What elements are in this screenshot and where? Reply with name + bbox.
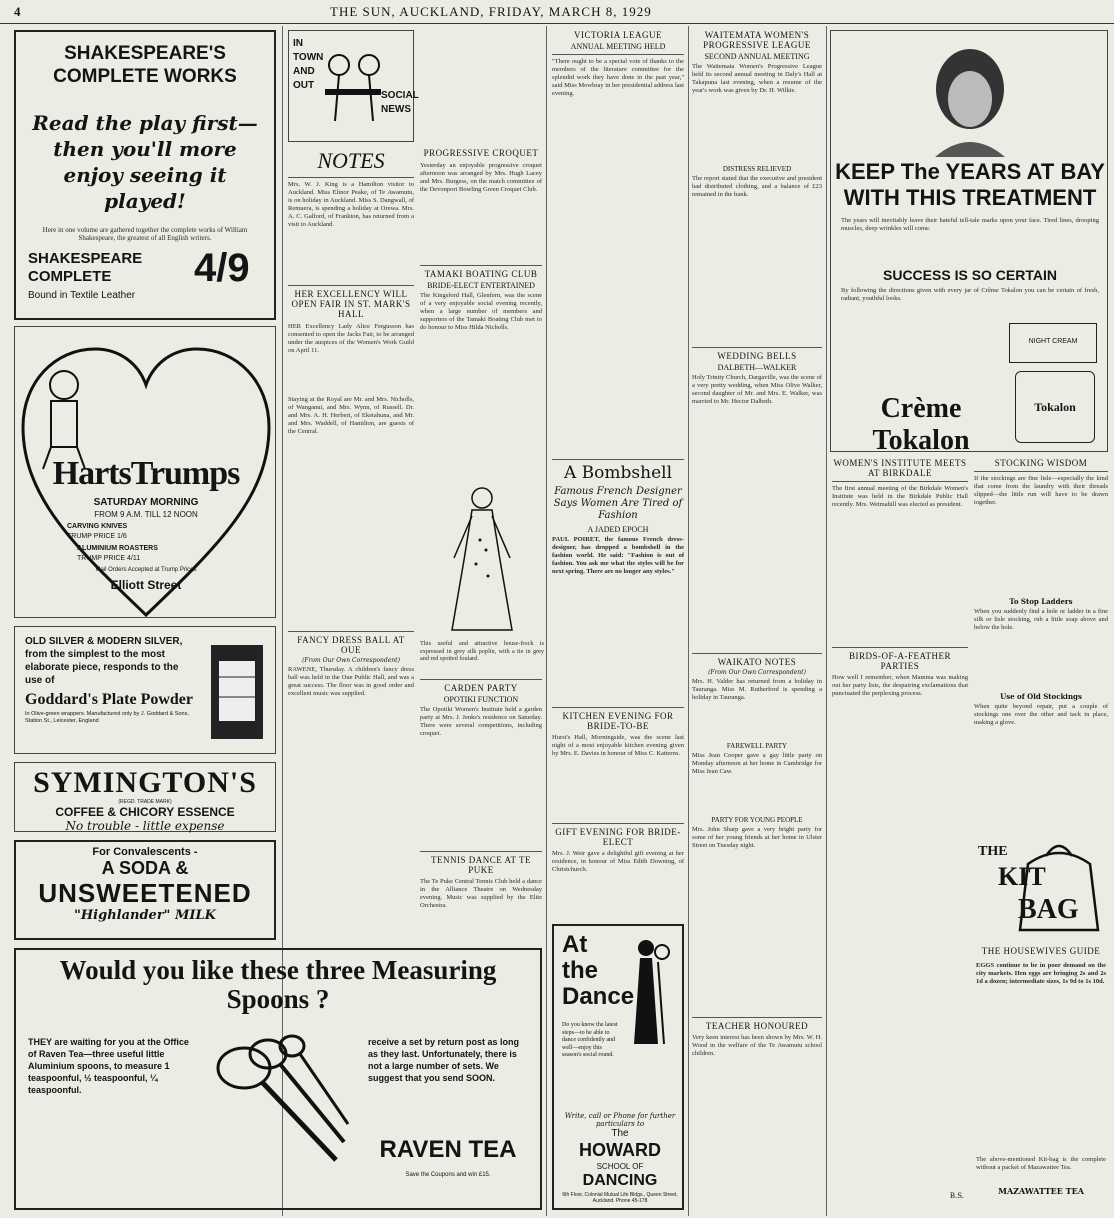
carden-section	[420, 676, 542, 846]
divider	[288, 177, 414, 178]
kitchen-section	[552, 704, 684, 816]
raven-tea-ad	[14, 948, 542, 1210]
tamaki-heading: TAMAKI BOATING CLUB	[424, 269, 538, 279]
column-rule	[688, 26, 689, 1216]
symington-product: COFFEE & CHICORY ESSENCE	[55, 805, 235, 819]
raven-footer: Save the Coupons and win £15.	[405, 1172, 491, 1178]
waikato-heading: WAIKATO NOTES	[717, 657, 797, 667]
gift-heading: GIFT EVENING FOR BRIDE-ELECT	[555, 827, 681, 847]
excellency-heading: HER EXCELLENCY WILL OPEN FAIR IN ST. MARK'S HALL	[291, 289, 411, 319]
bombshell-text: PAUL POIRET, the famous French dress-designer, has dropped a bombshell in the fashion world. He said: "Fashion is out of fashion. You ask me what the styles will be for next spring. There are no longer any styles."	[552, 536, 684, 575]
raven-body: THEY are waiting for you at the Office of Raven Tea—three useful little Aluminium spoons, to measure 1 teaspoonful, ½ teaspoonful, ¼ teaspoonful.	[28, 1037, 189, 1095]
fashion-caption: This useful and attractive house-frock is expressed in grey silk poplin, with a tie in grey and red spotted foulard.	[420, 640, 544, 662]
symington-ad	[14, 762, 276, 832]
wedding-heading: WEDDING BELLS	[717, 351, 797, 361]
kitbag-text: EGGS continue to be in poor demand on the city markets. Hen eggs are bringing 2s and 2s 1d a dozen; intermediate sizes, 1s 9d to 1s 10d.	[976, 962, 1106, 985]
column-rule	[826, 26, 827, 1216]
carden-subheading: OPOTIKI FUNCTION	[443, 695, 519, 704]
harts-brand: HartsTrumps	[52, 455, 240, 492]
waikato-text: Mrs. H. Valder has returned from a holiday in Tauranga. Miss M. Rutherford is spending a holiday in Tauranga.	[692, 678, 822, 701]
kitbag-ad-text: The above-mentioned Kit-bag is the complete without a packet of Mazawattee Tea.	[976, 1156, 1106, 1171]
harts-item1-price: TRUMP PRICE 1/6	[67, 533, 127, 540]
wedding-section	[692, 344, 822, 644]
distress-text: The report stated that the executive and president had distributed clothing, and a balance of £23 remained in the bank.	[692, 175, 822, 198]
banner-right: SOCIAL NEWS	[381, 90, 419, 115]
divider	[288, 631, 414, 632]
divider	[832, 481, 968, 482]
waitemata-subheading: SECOND ANNUAL MEETING	[704, 52, 810, 61]
farewell-text: Miss Jean Cooper gave a gay little party on Monday afternoon at her home in Cambridge for Miss Jean Caw.	[692, 752, 822, 775]
banner-left: IN TOWN AND OUT	[293, 38, 324, 91]
kitbag-brand-line1: THE	[978, 844, 1008, 859]
waitemata-heading: WAITEMATA WOMEN'S PROGRESSIVE LEAGUE	[703, 30, 811, 50]
shakespeare-body: Here in one volume are gathered together the complete works of William Shakespeare, the greatest of all English writers.	[42, 226, 248, 242]
fashion-illustration	[420, 480, 544, 668]
shakespeare-ad	[14, 30, 276, 320]
waitemata-text: The Waitemata Women's Progressive League held its second annual meeting in Daly's Hall at Takapuna last evening, when a resume of the year's work was given by Dr. H. Wilkie.	[692, 63, 822, 94]
divider	[420, 265, 542, 266]
harts-street: Elliott Street	[110, 578, 182, 592]
howard-dance-ad	[552, 924, 684, 1210]
carden-heading: CARDEN PARTY	[444, 683, 518, 693]
wedding-text: Holy Trinity Church, Dargaville, was the scene of a very pretty wedding, when Miss Olive Walker, second daughter of Mr. and Mrs. E. Walker, was married to Mr. Hector Dalbeth.	[692, 374, 822, 405]
teacher-heading: TEACHER HONOURED	[705, 1021, 809, 1031]
staying-section	[288, 396, 414, 622]
harts-item2: ALUMINIUM ROASTERS	[77, 545, 158, 552]
tennis-text: The Te Puke Central Tennis Club held a dance in the Alliance Theatre on Wednesday evening. Music was supplied by the Elite Orchestra.	[420, 878, 542, 909]
croquet-section	[420, 148, 542, 258]
birds-sign: B.S.	[949, 1192, 964, 1200]
divider	[552, 54, 684, 55]
fancy-text: RAWENE, Thursday. A children's fancy dress ball was held in the Oue Public Hall, and was a great success. The floor was in good order and excellent music was supplied.	[288, 666, 414, 697]
goddard-ad	[14, 626, 276, 754]
divider	[288, 285, 414, 286]
tamaki-text: The Kingsford Hall, Glenfern, was the scene of a very enjoyable social evening recently, when a large number of members and supporters of the Tamaki Boating Club met to do honour to Miss Hilda Nicholls.	[420, 292, 542, 331]
divider	[832, 647, 968, 648]
harts-orders: Mail Orders Accepted at Trump Prices	[95, 567, 197, 573]
ladders-text: When you suddenly find a hole or ladder in a fine silk or lisle stocking, rub a little soap above and below the hole.	[974, 608, 1108, 631]
womens-institute-heading: WOMEN'S INSTITUTE MEETS AT BIRKDALE	[833, 458, 967, 478]
waikato-source: (From Our Own Correspondent)	[708, 669, 806, 676]
plate-powder-tin-icon	[205, 637, 269, 745]
shakespeare-price: 4/9	[194, 246, 250, 290]
dress-figure-icon	[420, 480, 544, 636]
carden-text: The Opotiki Women's Institute held a garden party at Mrs. J. Jenks's residence on Saturday. There were several competitions, including croquet.	[420, 706, 542, 737]
birds-section	[832, 644, 968, 1210]
tokalon-body2: By following the directions given with every jar of Crême Tokalon you can be certain of fresh, radiant, youthful looks.	[841, 287, 1099, 302]
old-stockings-text: When quite beyond repair, put a couple of stockings one over the other and tack in place, making a glove.	[974, 703, 1108, 726]
dance-brand-top: The	[611, 1128, 629, 1139]
highlander-line4: "Highlander" MILK	[74, 908, 216, 923]
masthead-title: THE SUN, AUCKLAND, FRIDAY, MARCH 8, 1929	[330, 4, 652, 19]
goddard-small: In Olive-green wrappers. Manufactured only by J. Goddard & Sons, Station St., Leicester, England	[25, 711, 189, 724]
kitbag-ad-brand: MAZAWATTEE TEA	[998, 1186, 1084, 1196]
highlander-line3: UNSWEETENED	[38, 878, 252, 908]
birds-heading: BIRDS-OF-A-FEATHER PARTIES	[848, 651, 951, 671]
womens-institute-text: The first annual meeting of the Birkdale Women's Institute was held in the Birkdale Public Hall recently. Mrs. Wetmahill was elected as president.	[832, 485, 968, 508]
bombshell-subheading: A JADED EPOCH	[587, 525, 649, 534]
fancy-source: (From Our Own Correspondent)	[302, 657, 400, 664]
shakespeare-subhead: SHAKESPEARE COMPLETE	[28, 250, 143, 285]
tennis-heading: TENNIS DANCE AT TE PUKE	[431, 855, 531, 875]
harts-day: SATURDAY MORNING	[93, 497, 199, 508]
victoria-text: "There ought to be a special vote of thanks to the members of the literature committee for the splendid work they have done in the past year," said Miss Mowbray in her presidential address last evening.	[552, 58, 684, 97]
shakespeare-binding: Bound in Textile Leather	[28, 290, 136, 301]
tokalon-body: The years will inevitably leave their hateful tell-tale marks upon your face. Tired lines, drooping muscles, deep wrinkles will come.	[841, 217, 1099, 232]
kitbag-brand-line2: KIT	[998, 862, 1046, 891]
excellency-text: HER Excellency Lady Alice Fergusson has consented to open the Jacks Fair, to be arranged under the auspices of the Women's Work Guild on April 11.	[288, 323, 414, 354]
croquet-text: Yesterday an enjoyable progressive croquet afternoon was arranged by Mrs. Hugh Lacey and Mrs. Burgess, on the match committee of the Devonport Bowling Green Croquet Club.	[420, 162, 542, 193]
goddard-brand: Goddard's Plate Powder	[25, 691, 193, 708]
raven-offer: receive a set by return post as long as they last. Unfortunately, there is not a large number of sets. We suggest that you send SOON.	[368, 1037, 520, 1083]
teacher-section	[692, 1014, 822, 1210]
divider	[692, 347, 822, 348]
notes-section	[288, 148, 414, 276]
highlander-line1: For Convalescents -	[92, 846, 198, 858]
croquet-heading: PROGRESSIVE CROQUET	[423, 148, 539, 158]
tamaki-subheading: BRIDE-ELECT ENTERTAINED	[427, 281, 535, 290]
tennis-section	[420, 848, 542, 944]
victoria-subheading: ANNUAL MEETING HELD	[570, 42, 666, 51]
waitemata-section	[692, 30, 822, 340]
fancy-dress-section	[288, 628, 414, 942]
divider	[552, 459, 684, 460]
notes-text: Mrs. W. J. King is a Hamilton visitor to Auckland. Miss Elinor Peake, of Te Awamutu, is on holiday in Auckland. Miss S. Dangwall, of Remuera, is spending a holiday at Orewa. Mrs. A. C. Galford, of Frankton, has returned from a visit to Auckland.	[288, 181, 414, 228]
tokalon-jar: Tokalon	[1015, 371, 1095, 443]
old-stockings-heading: Use of Old Stockings	[1000, 692, 1082, 701]
kitbag-brand-line3: BAG	[1018, 894, 1079, 925]
divider	[420, 679, 542, 680]
divider	[692, 653, 822, 654]
kitchen-heading: KITCHEN EVENING FOR BRIDE-TO-BE	[562, 711, 674, 731]
victoria-heading: VICTORIA LEAGUE	[573, 30, 663, 40]
birds-text: How well I remember, when Mamma was making out her party lists, the despairing exclamations that punctuated the perplexing process.	[832, 674, 968, 697]
dance-brand-name: HOWARD	[579, 1140, 661, 1160]
dance-brand-sub: SCHOOL OF	[596, 1162, 644, 1171]
tokalon-jar-night: NIGHT CREAM	[1009, 323, 1097, 363]
womens-institute-section	[832, 458, 968, 638]
bombshell-heading: A Bombshell	[563, 463, 673, 483]
tokalon-subhead: SUCCESS IS SO CERTAIN	[883, 267, 1057, 283]
bombshell-deck: Famous French Designer Says Women Are Tired of Fashion	[553, 486, 683, 521]
dancing-couple-icon	[622, 934, 682, 1054]
shakespeare-heading: SHAKESPEARE'S COMPLETE WORKS	[53, 43, 237, 87]
stocking-heading: STOCKING WISDOM	[994, 458, 1088, 468]
ladders-heading: To Stop Ladders	[1009, 597, 1073, 606]
wedding-subheading: DALBETH—WALKER	[717, 363, 797, 372]
stocking-section	[974, 458, 1108, 828]
page-number: 4	[14, 4, 22, 19]
dance-brand-dance: DANCING	[582, 1172, 658, 1189]
harts-item1: CARVING KNIVES	[67, 523, 128, 530]
harts-item2-price: TRUMP PRICE 4/11	[77, 555, 141, 562]
shakespeare-slogan: Read the play first— then you'll more enjoy seeing it played!	[32, 111, 258, 213]
dance-address: 6th Floor, Colonial Mutual Life Bldgs., Queen Street, Auckland. Phone 45-178	[562, 1192, 678, 1204]
divider	[552, 823, 684, 824]
gift-section	[552, 820, 684, 920]
staying-text: Staying at the Royal are Mr. and Mrs. Nicholls, of Wanganui, and Mrs. Wynn, of Russell. Dr. and Mrs. A. H. Herbert, of Eketahuna, and Mr. and Mrs. Waddell, of Hamilton, are guests of the Central.	[288, 396, 414, 435]
excellency-section	[288, 282, 414, 392]
notes-heading: NOTES	[317, 148, 385, 173]
bombshell-section	[552, 456, 684, 698]
divider	[974, 471, 1108, 472]
waikato-section	[692, 650, 822, 1012]
raven-brand: RAVEN TEA	[379, 1136, 517, 1163]
social-news-banner	[288, 30, 419, 142]
distress-heading: DISTRESS RELIEVED	[722, 165, 792, 173]
teacher-text: Very keen interest has been shown by Mrs. W. H. Wood in the welfare of the Te Awamutu school children.	[692, 1034, 822, 1057]
gift-text: Mrs. J. Weir gave a delightful gift evening at her residence, in honour of Miss Edith Downing, of Christchurch.	[552, 850, 684, 873]
kitchen-text: Hurst's Hall, Morningside, was the scene last night of a most enjoyable kitchen evening given by Mrs. E. Davies in honour of Miss C. Katterns.	[552, 734, 684, 757]
dance-line1: At the Dance	[562, 931, 635, 1010]
young-heading: PARTY FOR YOUNG PEOPLE	[711, 816, 803, 824]
divider	[552, 707, 684, 708]
tokalon-ad	[830, 30, 1108, 456]
symington-mark: (REGD. TRADE MARK)	[118, 799, 172, 805]
woman-portrait-icon	[915, 37, 1025, 157]
divider	[420, 851, 542, 852]
tokalon-brand: Crème Tokalon	[872, 393, 970, 456]
highlander-line2: A SODA &	[101, 858, 189, 878]
dance-body: Do you know the latest steps—to be able to dance confidently and well—enjoy this season's social round.	[562, 1022, 618, 1058]
young-text: Mrs. John Sharp gave a very bright party for some of her young friends at her home in Ulster Street on Tuesday night.	[692, 826, 822, 849]
raven-headline: Would you like these three Measuring Spoons ?	[59, 955, 497, 1014]
tokalon-headline: KEEP The YEARS AT BAY WITH THIS TREATMENT	[835, 159, 1105, 210]
goddard-text: OLD SILVER & MODERN SILVER, from the simplest to the most elaborate piece, responds to the use of	[25, 636, 183, 686]
masthead	[0, 0, 1114, 24]
victoria-league-section	[552, 30, 684, 450]
fancy-heading: FANCY DRESS BALL AT OUE	[297, 635, 405, 655]
highlander-milk-ad	[14, 840, 276, 940]
stocking-text: If the stockings are fine lisle—especially the kind that come from the laundry with their threads slipped—the little run will have to be drawn together.	[974, 475, 1108, 506]
farewell-heading: FAREWELL PARTY	[726, 742, 788, 750]
divider	[692, 1017, 822, 1018]
harts-hours: FROM 9 A.M. TILL 12 NOON	[94, 510, 198, 519]
column-rule	[546, 26, 547, 1216]
symington-brand: SYMINGTON'S	[33, 766, 257, 799]
harts-trumps-ad	[14, 326, 276, 618]
measuring-spoons-icon	[206, 1030, 356, 1180]
tamaki-section	[420, 262, 542, 402]
kitbag-guide: THE HOUSEWIVES GUIDE	[981, 946, 1101, 956]
symington-tagline: No trouble - little expense	[65, 819, 225, 833]
dance-note: Write, call or Phone for further particulars to	[564, 1112, 676, 1128]
kitbag-section	[974, 834, 1108, 1210]
